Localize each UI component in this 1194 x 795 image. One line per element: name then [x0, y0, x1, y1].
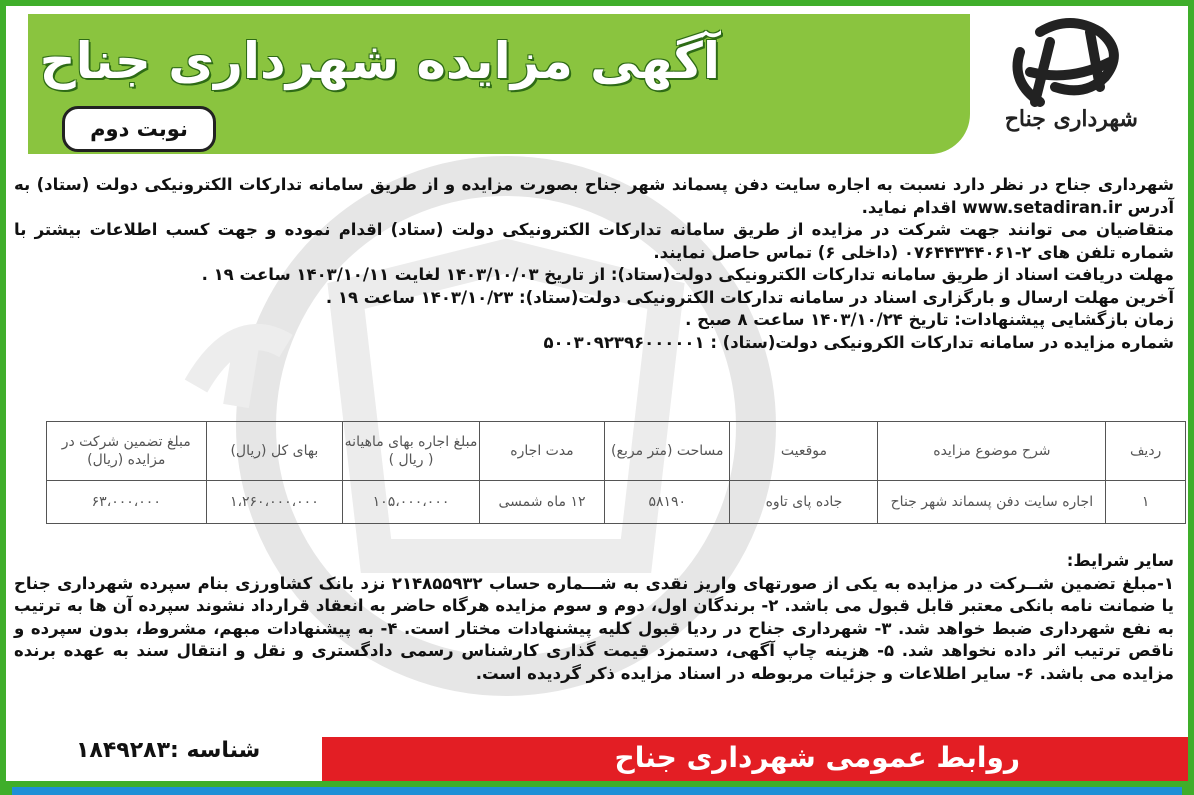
- auction-table: [46, 421, 1186, 524]
- applicants-paragraph: متقاضیان می توانند جهت شرکت در مزایده از طریق سامانه تدارکات الکترونیکی دولت (ستاد) اقدام نموده و جهت کسب اطلاعات بیشتر با شماره تلفن های ۲-۰۷۶۴۴۳۴۴۰۶۱ (داخلی ۶) تماس حاصل نمایند.: [14, 220, 1174, 262]
- table-cell: ۵۸۱۹۰: [605, 481, 730, 524]
- opening-time: زمان بازگشایی پیشنهادات: تاریخ ۱۴۰۳/۱۰/۲۴ ساعت ۸ صبح .: [685, 310, 1174, 329]
- table-header-row: [47, 422, 1186, 481]
- table-cell: ۱،۲۶۰،۰۰۰،۰۰۰: [206, 481, 343, 524]
- table-cell: ۱۲ ماه شمسی: [479, 481, 604, 524]
- table-cell: ۱: [1106, 481, 1186, 524]
- footer-banner: [322, 737, 1190, 785]
- table-row: [47, 481, 1186, 524]
- footer-title: روابط عمومی شهرداری جناح: [614, 741, 1020, 774]
- table-header: مدت اجاره: [479, 422, 604, 481]
- table-header: بهای کل (ریال): [206, 422, 343, 481]
- submission-deadline: آخرین مهلت ارسال و بارگزاری اسناد در سامانه تدارکات الکترونیکی دولت(ستاد): ۱۴۰۳/۱۰/۲۳ ساعت ۱۹ .: [325, 287, 1174, 307]
- municipality-logo-icon: [980, 12, 1170, 162]
- table-header: مبلغ اجاره بهای ماهیانه ( ریال ): [343, 422, 480, 481]
- table-cell: اجاره سایت دفن پسماند شهر جناح: [878, 481, 1106, 524]
- table-header: ردیف: [1106, 422, 1186, 481]
- bottom-blue-strip: [12, 787, 1182, 795]
- reference-number: شناسه :۱۸۴۹۲۸۳: [76, 738, 261, 763]
- header-banner: [28, 14, 970, 154]
- conditions-text: ۱-مبلغ تضمین شــرکت در مزایده به یکی از صورتهای واریز نقدی به شـــماره حساب ۲۱۴۸۵۵۹۳۲ نزد بانک کشاورزی بنام سپرده شهرداری جناح یا ضمانت نامه بانکی معتبر قابل قبول می باشد. ۲- برندگان اول، دوم و سوم مزایده هرگاه حاضر به انعقاد قرارداد نشوند سپرده آن ها به ترتیب به نفع شهرداری ضبط خواهد شد. ۳- شهرداری جناح در ردیا قبول کلیه پیشنهادات مختار است. ۴- به پیشنهادات مبهم، مشروط، بدون سپرده و ناقص ترتیب اثر داده نخواهد شد. ۵- هزینه چاپ آگهی، دستمزد قیمت گذاری کارشناس رسمی دادگستری و نقل و انتقال سند به عهده برنده مزایده می باشد. ۶- سایر اطلاعات و جزئیات مربوطه در اسناد مزایده ذکر گردیده است.: [14, 573, 1175, 683]
- table-cell: ۱۰۵،۰۰۰،۰۰۰: [343, 481, 480, 524]
- logo-caption: شهرداری جناح: [1004, 106, 1138, 132]
- table-header: شرح موضوع مزایده: [878, 422, 1106, 481]
- documents-deadline: مهلت دریافت اسناد از طریق سامانه تدارکات الکترونیکی دولت(ستاد): از تاریخ ۱۴۰۳/۱۰/۰۳ لغایت ۱۴۰۳/۱۰/۱۱ ساعت ۱۹ .: [201, 265, 1174, 284]
- page-title: آگهی مزایده شهرداری جناح: [39, 32, 720, 90]
- intro-paragraph: شهرداری جناح در نظر دارد نسبت به اجاره سایت دفن پسماند شهر جناح بصورت مزایده و از طریق سامانه تدارکات الکترونیکی دولت (ستاد) به آدرس www.setadiran.ir اقدام نماید.: [14, 175, 1174, 217]
- table-header: مساحت (متر مربع): [605, 422, 730, 481]
- other-conditions: [14, 550, 1174, 685]
- round-badge: نوبت دوم: [62, 106, 216, 152]
- table-header: موقعیت: [730, 422, 878, 481]
- auction-number: شماره مزایده در سامانه تدارکات الکرونیکی دولت(ستاد) : ۵۰۰۳۰۹۲۳۹۶۰۰۰۰۰۱: [543, 332, 1174, 352]
- table-cell: ۶۳،۰۰۰،۰۰۰: [47, 481, 207, 524]
- table-header: مبلغ تضمین شرکت در مزایده (ریال): [47, 422, 207, 481]
- announcement-body: [14, 174, 1174, 354]
- table-cell: جاده پای تاوه: [730, 481, 878, 524]
- conditions-heading: سایر شرایط:: [1066, 551, 1174, 570]
